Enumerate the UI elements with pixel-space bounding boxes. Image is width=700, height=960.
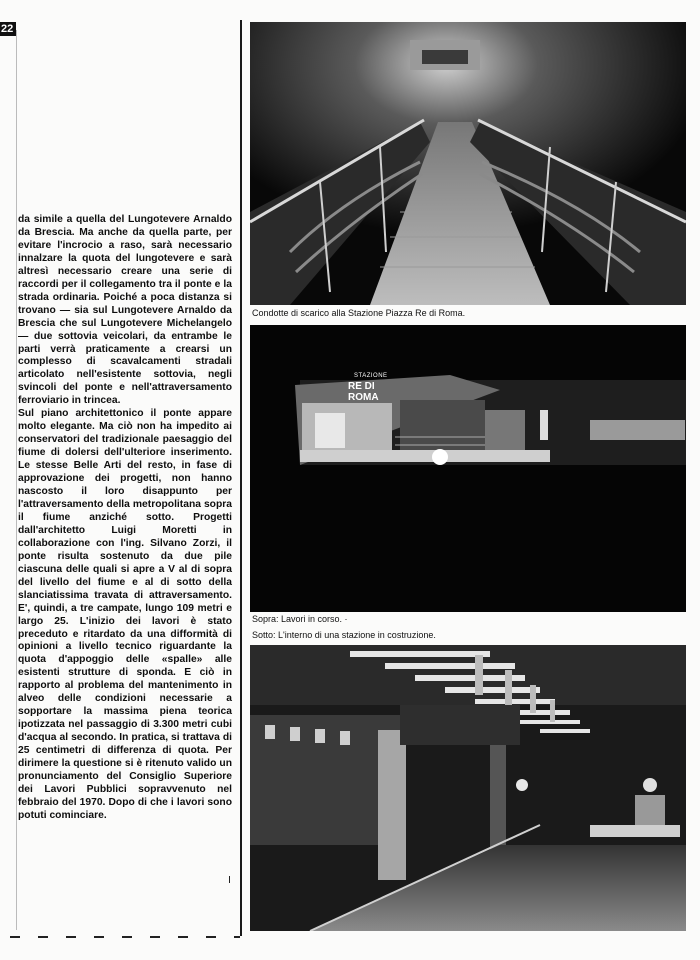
station-sign-small-text: STAZIONE — [354, 373, 388, 379]
left-margin-rule — [16, 30, 17, 930]
photo-interno-stazione — [250, 645, 686, 931]
photo3-caption: Sotto: L'interno di una stazione in costruzione. — [252, 630, 436, 640]
bottom-dash-rule — [10, 936, 240, 938]
margin-tick — [229, 876, 230, 883]
article-paragraph-2: Sul piano architettonico il ponte appare molto elegante. Ma ciò non ha impedito ai conservatori del tradizionale paesaggio del fiume di dolersi dell'ulteriore inserimento. Le stesse Belle Arti del resto, in fase di approvazione dei progetti, non hanno nascosto il loro disappunto per l'attraversamento della metropolitana sopra il fiume anziché sotto. Progetti dall'architetto Luigi Moretti in collaborazione con l'ing. Silvano Zorzi, il ponte risulta sostenuto da due pile ciascuna delle quali si apre a V al di sopra del livello del fiume e al di sotto della slanciatissima travata di attraversamento. E', quindi, a tre campate, lungo 109 metri e largo 25. L'inizio dei lavori è stato preceduto e ritardato da una difformità di opinioni a livello tecnico riguardante la quota d'appoggio delle «spalle» alle esistenti strutture di sponda. E ciò in rapporto al problema del mantenimento in alveo delle condizioni necessarie a sopportare la massima piena teorica ipotizzata nel passaggio di 3.300 metri cubi d'acqua al secondo. In pratica, si trattava di 25 centimetri di differenza di quota. Per dirimere la questione si è ritenuto valido un pronunciamento del Consiglio Superiore dei Lavori Pubblici sopravvenuto nel febbraio del 1970. Dopo di che i lavori sono potuti cominciare. — [18, 408, 232, 821]
article-body — [18, 214, 232, 823]
photo-lavori-in-corso — [250, 325, 686, 612]
column-divider — [240, 20, 242, 936]
station-sign-name: RE DI ROMA — [348, 381, 379, 403]
photo-condotte-di-scarico — [250, 22, 686, 305]
photo2-caption: Sopra: Lavori in corso. · — [252, 614, 348, 624]
station-sign — [340, 373, 406, 403]
article-paragraph-1: da simile a quella del Lungotevere Arnaldo da Brescia. Ma anche da quella parte, per evitare l'incrocio a raso, sarà necessario innalzare la quota del lungotevere e sarà altresì necessario creare una serie di raccordi per il collegamento tra il ponte e la strada ordinaria. Poiché a poca distanza si trovano — sia sul Lungotevere Arnaldo da Brescia che sul Lungotevere Michelangelo — due sottovia veicolari, da entrambe le parti verrà praticamente a crearsi un complesso di scavalcamenti stradali articolato nell'esistente sottovia, negli svincoli del ponte e nell'attraversamento ferroviario in trincea. — [18, 214, 232, 407]
photo1-caption: Condotte di scarico alla Stazione Piazza Re di Roma. — [252, 308, 466, 318]
page-number: 22 — [0, 22, 16, 36]
